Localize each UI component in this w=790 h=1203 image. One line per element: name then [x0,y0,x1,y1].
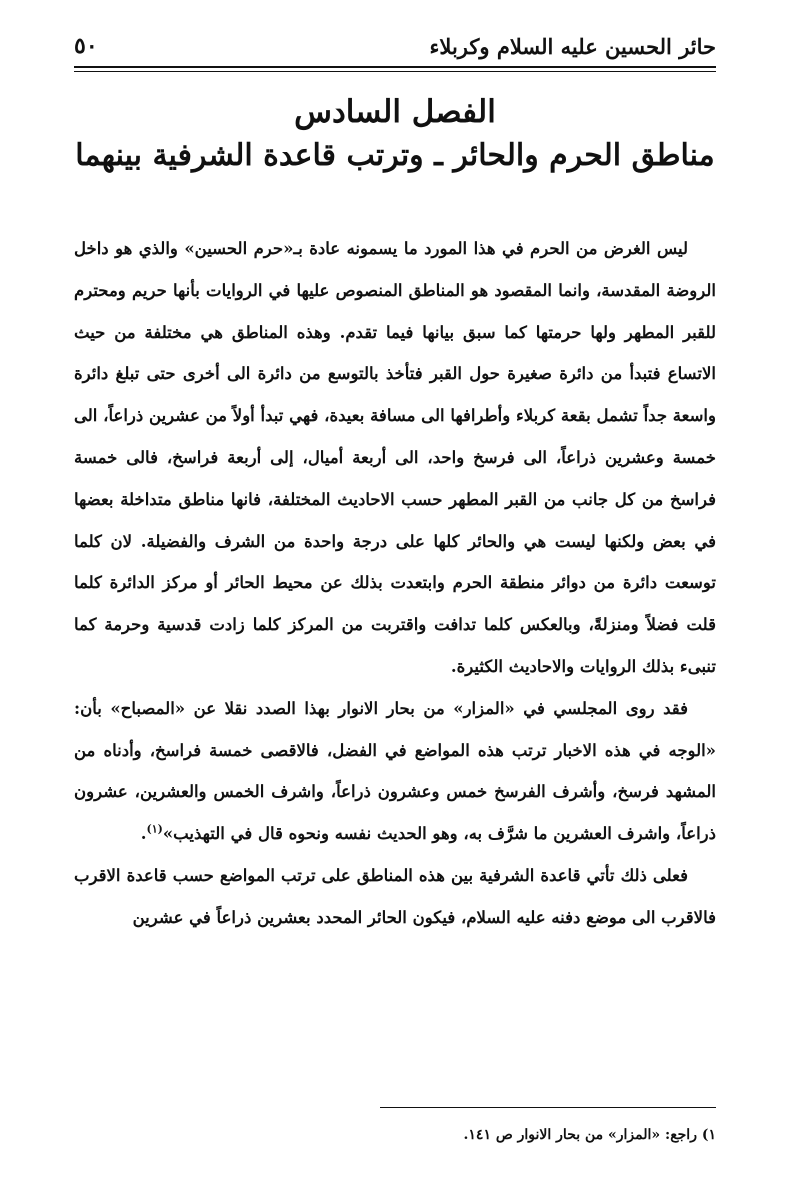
chapter-subtitle: مناطق الحرم والحائر ـ وترتب قاعدة الشرفية بينهما [75,138,715,173]
body-text [74,228,716,939]
paragraph [74,688,716,855]
paragraph: ليس الغرض من الحرم في هذا المورد ما يسمونه عادة بـ«حرم الحسين» والذي هو داخل الروضة المقدسة، وانما المقصود هو المناطق المنصوص عليها في الروايات بأنها حريم ومحترم للقبر المطهر ولها حرمتها كما سبق بيانها فيما تقدم. وهذه المناطق هي مختلفة من حيث الاتساع فتبدأ من دائرة صغيرة حول القبر فتأخذ بالتوسع من دائرة الى أخرى حتى تبلغ دائرة واسعة جداً تشمل بقعة كربلاء وأطرافها الى مسافة بعيدة، فهي تبدأ أولاً من عشرين ذراعاً، الى خمسة وعشرين ذراعاً، الى فرسخ واحد، الى أربعة أميال، إلى أربعة فراسخ، فالى خمسة فراسخ من كل جانب من القبر المطهر حسب الاحاديث المختلفة، فانها مناطق متداخلة بعضها في بعض ولكنها ليست هي والحائر كلها على درجة واحدة من الشرف والفضيلة. لان كلما توسعت دائرة من دوائر منطقة الحرم وابتعدت بذلك عن محيط الحائر أو مركز الدائرة كلما قلت فضلاً ومنزلةً، وبالعكس كلما تدافت واقتربت من المركز كلما زادت قدسية وحرمة كما تنبىء بذلك الروايات والاحاديث الكثيرة. [74,239,716,676]
header-rule [74,66,716,68]
footnote-rule [380,1107,716,1108]
chapter-title: الفصل السادس [294,94,496,130]
page-number: ٥٠ [74,33,98,59]
running-title: حائر الحسين عليه السلام وكربلاء [429,33,716,59]
paragraph-end-mark: . [140,824,147,844]
header-rule-thin [74,71,716,72]
footnote: ١) راجع: «المزار» من بحار الانوار ص ١٤١. [463,1127,716,1143]
paragraph: فعلى ذلك تأتي قاعدة الشرفية بين هذه المناطق على ترتب المواضع حسب قاعدة الاقرب فالاقرب الى موضع دفنه عليه السلام، فيكون الحائر المحدد بعشرين ذراعاً في عشرين [74,865,716,927]
paragraph-text: فقد روى المجلسي في «المزار» من بحار الانوار بهذا الصدد نقلا عن «المصباح» بأن: «الوجه في هذه الاخبار ترتب هذه المواضع في الفضل، فالاقصى خمسة فراسخ، وأدناه من المشهد فرسخ، وأشرف الفرسخ خمس وعشرون ذراعاً، واشرف الخمس والعشرين، عشرون ذراعاً، واشرف العشرين ما شرَّف به، وهو الحديث نفسه ونحوه قال في التهذيب» [74,698,716,844]
page-header [74,28,716,64]
footnote-reference: (١) [146,822,163,836]
